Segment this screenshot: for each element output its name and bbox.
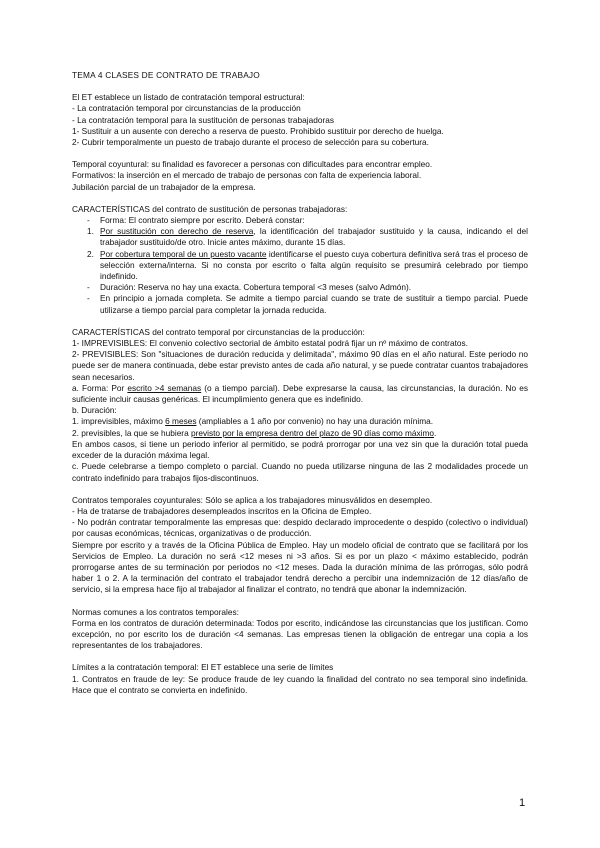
text: 1. imprevisibles, máximo (72, 416, 166, 427)
list-item (72, 249, 528, 283)
paragraph: 1- IMPREVISIBLES: El convenio colectivo sectorial de ámbito estatal podrá fijar un nº máximo de contratos. (72, 338, 468, 349)
produccion-section (72, 327, 528, 484)
paragraph: - Ha de tratarse de trabajadores desempleados inscritos en la Oficina de Empleo. (72, 505, 372, 516)
document-page (72, 70, 528, 696)
paragraph: Contratos temporales coyunturales: Sólo se aplica a los trabajadores minusválidos en desempleo. (72, 494, 433, 505)
sustitucion-heading: CARACTERÍSTICAS del contrato de sustitución de personas trabajadoras: (72, 203, 348, 214)
text: . (434, 427, 437, 438)
list-text (100, 226, 528, 248)
list-item (72, 226, 528, 248)
intro-section (72, 92, 528, 148)
page-number: 1 (519, 797, 526, 809)
coyuntural-line: Temporal coyuntural: su finalidad es favorecer a personas con dificultades para encontrar empleo. (72, 159, 433, 170)
list-marker: 2. (87, 248, 94, 259)
list-text: Duración: Reserva no hay una exacta. Cobertura temporal <3 meses (salvo Admón). (100, 282, 412, 293)
paragraph: En ambos casos, si tiene un periodo inferior al permitido, se podrá prorrogar por una vez sin que la duración total pueda exceder de la duración máxima legal. (72, 438, 528, 461)
list-item (72, 293, 528, 315)
paragraph: 1. Contratos en fraude de ley: Se produce fraude de ley cuando la finalidad del contrato no sea temporal sino indefinida. Hace que el contrato se convierta en indefinido. (72, 673, 528, 695)
list-marker: - (87, 215, 90, 226)
list-item (72, 215, 528, 226)
paragraph (72, 428, 528, 439)
paragraph (72, 383, 528, 405)
text: (o a tiempo parcial). Debe expresarse la causa, las circunstancias, la duración. No es suficiente incluir causas genéricas. El incumplimiento genera que es indefinido. (72, 382, 528, 405)
produccion-heading: CARACTERÍSTICAS del contrato temporal por circunstancias de la producción: (72, 326, 365, 337)
normas-section (72, 607, 528, 652)
list-text (100, 249, 528, 283)
intro-item: - La contratación temporal para la sustitución de personas trabajadoras (72, 114, 334, 125)
sustitucion-section (72, 204, 528, 316)
intro-item: 2- Cubrir temporalmente un puesto de trabajo durante el proceso de selección para su cobertura. (72, 137, 429, 148)
limites-section (72, 662, 528, 696)
normas-heading: Normas comunes a los contratos temporales: (72, 606, 239, 617)
underlined-term: 6 meses (165, 416, 197, 427)
intro-item: - La contratación temporal por circunstancias de la producción (72, 103, 301, 114)
coyuntural-line: Jubilación parcial de un trabajador de la empresa. (72, 181, 256, 192)
list-marker: 1. (87, 226, 94, 237)
list-text: En principio a jornada completa. Se admite a tiempo parcial cuando se trate de sustituir a tiempo parcial. Puede utilizarse a tiempo parcial para completar la jornada reducida. (100, 293, 528, 315)
coyuntural-section (72, 159, 528, 193)
page-title: TEMA 4 CLASES DE CONTRATO DE TRABAJO (72, 70, 260, 80)
paragraph: Siempre por escrito y a través de la Oficina Pública de Empleo. Hay un modelo oficial de contrato que se facilitará por los Servicios de Empleo. La duración no será <12 meses ni >3 años. Si es por un plazo < máximo establecido, podrán prorrogarse antes de su terminación por periodos no <12 meses. Dada la duración mínima de las prórrogas, sólo podrá haber 1 o 2. A la terminación del contrato el trabajador tendrá derecho a percibir una indemnización de 12 días/año de servicio, si la empresa hace fijo al trabajador al finalizar el contrato, no tendrá que abonar la indemnización. (72, 539, 528, 595)
list-text-rest: , la identificación del trabajador sustituido y la causa, indicando el del trabajador sustituido/de otro. Inicie antes máximo, durante 15 días. (100, 226, 528, 248)
underlined-term: previsto por la empresa dentro del plazo de 90 días como máximo (191, 427, 435, 438)
text: 2. previsibles, la que se hubiera (72, 427, 191, 438)
text: (ampliables a 1 año por convenio) no hay una duración mínima. (196, 416, 434, 427)
underlined-term: escrito >4 semanas (127, 382, 202, 393)
intro-item: 1- Sustituir a un ausente con derecho a reserva de puesto. Prohibido sustituir por derecho de huelga. (72, 125, 444, 136)
paragraph: 2- PREVISIBLES: Son "situaciones de duración reducida y delimitada", máximo 90 días en el año natural. Este periodo no puede ser de manera continuada, debe estar previsto antes de cada año natural, y se puede contratar cuantos trabajadores sean necesarios. (72, 349, 528, 382)
list-marker: - (87, 282, 90, 293)
underlined-term: Por cobertura temporal de un puesto vacante (100, 248, 267, 259)
list-text-rest: identificarse el puesto cuya cobertura definitiva será tras el proceso de selección externa/interna. Si no consta por escrito o falta algún requisito se presumirá celebrado por tiempo indefinido. (100, 248, 529, 282)
paragraph: b. Duración: (72, 405, 117, 416)
coyunturales-section (72, 495, 528, 596)
list-marker: - (87, 293, 90, 304)
paragraph: c. Puede celebrarse a tiempo completo o parcial. Cuando no pueda utilizarse ninguna de las 2 modalidades procede un contrato indefinido para trabajos fijos-discontinuos. (72, 461, 528, 483)
underlined-term: Por sustitución con derecho de reserva (100, 226, 254, 237)
paragraph: Forma en los contratos de duración determinada: Todos por escrito, indicándose las circunstancias que los justifican. Como excepción, no por escrito los de duración <4 semanas. Las empresas tienen la obligación de entregar una copia a los representantes de los trabajadores. (72, 617, 528, 651)
paragraph (72, 416, 528, 427)
list-item (72, 282, 528, 293)
paragraph: - No podrán contratar temporalmente las empresas que: despido declarado improcedente o despido (colectivo o individual) por causas económicas, técnicas, organizativas o de producción. (72, 517, 528, 539)
coyuntural-line: Formativos: la inserción en el mercado de trabajo de personas con falta de experiencia laboral. (72, 170, 422, 181)
limites-heading: Límites a la contratación temporal: El ET establece una serie de límites (72, 662, 334, 673)
intro-lead: El ET establece un listado de contratación temporal estructural: (72, 92, 305, 103)
list-text: Forma: El contrato siempre por escrito. Deberá constar: (100, 215, 305, 226)
text: a. Forma: Por (72, 382, 128, 393)
